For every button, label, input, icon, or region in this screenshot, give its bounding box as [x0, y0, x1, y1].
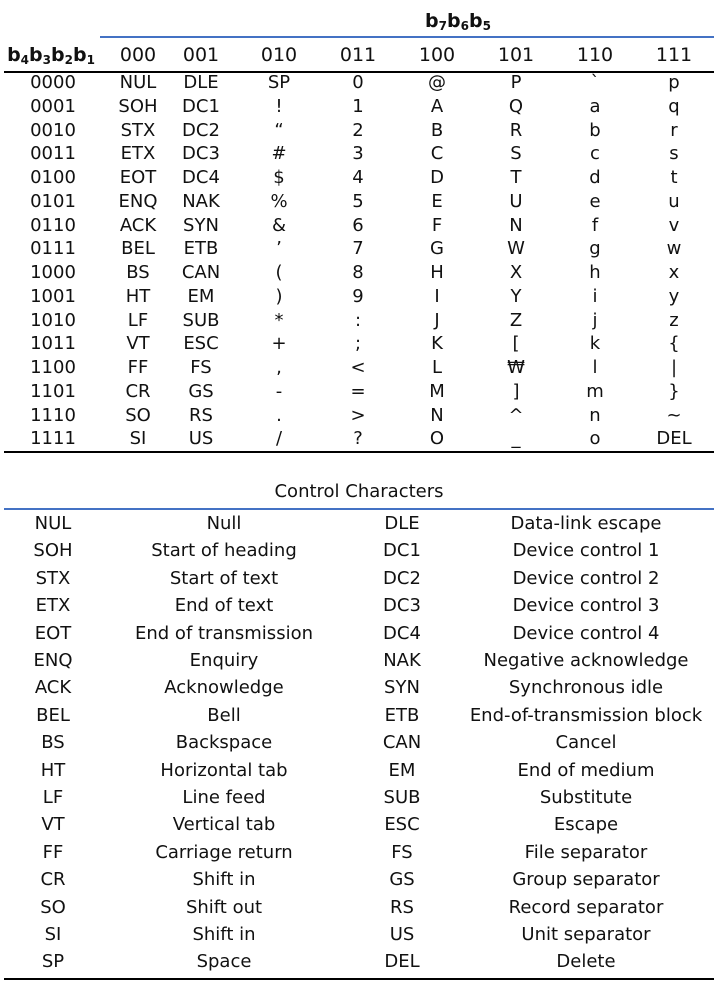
ascii-cell: $	[273, 167, 285, 188]
ascii-cell: &	[271, 214, 287, 236]
ascii-cell: NUL	[119, 72, 157, 93]
control-code: US	[389, 924, 415, 945]
ascii-cell: F	[431, 214, 443, 236]
row-code-1000: 1000	[30, 262, 76, 283]
control-meaning: Null	[206, 513, 242, 534]
row-code-0001: 0001	[30, 95, 76, 117]
column-header-001: 001	[182, 44, 220, 66]
ascii-cell: EOT	[119, 167, 157, 188]
control-code: ENQ	[33, 650, 73, 671]
ascii-cell: !	[275, 95, 283, 117]
ascii-cell: STX	[120, 119, 156, 141]
col-bit-b5: b	[468, 10, 483, 32]
control-code: DC1	[383, 540, 421, 562]
control-code: STX	[35, 567, 71, 589]
ascii-cell: i	[592, 285, 598, 307]
control-code: NAK	[383, 650, 421, 671]
ascii-cell: 7	[352, 238, 364, 260]
control-meaning: Carriage return	[155, 841, 293, 863]
ascii-cell: :	[354, 309, 362, 331]
ascii-cell: L	[431, 357, 443, 378]
ascii-cell: X	[509, 262, 523, 283]
ascii-cell: SP	[267, 72, 291, 93]
row-code-1111: 1111	[30, 428, 76, 450]
column-header-111: 111	[655, 44, 693, 66]
row-bit-b1: b	[72, 44, 87, 66]
control-meaning: Shift in	[192, 869, 256, 891]
ascii-cell: >	[350, 404, 366, 426]
row-code-0111: 0111	[30, 238, 76, 260]
ascii-cell: d	[589, 167, 601, 188]
row-bit-b4: b	[7, 44, 21, 66]
ascii-cell: ~	[666, 404, 682, 426]
control-code: BEL	[36, 704, 70, 726]
ascii-cell: @	[428, 72, 446, 93]
row-code-0110: 0110	[30, 214, 76, 236]
control-meaning: Delete	[556, 951, 616, 973]
ascii-cell: O	[429, 428, 445, 450]
row-code-0010: 0010	[30, 119, 76, 141]
ascii-cell: DC4	[182, 167, 220, 188]
control-code: LF	[42, 787, 64, 808]
ascii-cell: 4	[352, 167, 364, 188]
control-table-bottom-rule	[4, 978, 714, 980]
ascii-cell: B	[430, 119, 444, 141]
ascii-cell: K	[431, 333, 443, 355]
ascii-cell: ETB	[183, 238, 219, 260]
ascii-cell: FF	[127, 357, 149, 378]
ascii-cell: ,	[276, 357, 282, 378]
ascii-cell: 8	[352, 262, 364, 283]
control-meaning: Backspace	[175, 732, 273, 754]
control-meaning: End of transmission	[135, 622, 313, 644]
ascii-cell: +	[271, 333, 287, 355]
control-title-accent-line	[4, 508, 714, 510]
ascii-cell: A	[430, 95, 444, 117]
ascii-cell: Q	[508, 95, 524, 117]
ascii-cell: C	[430, 143, 444, 165]
ascii-cell: e	[589, 190, 601, 212]
ascii-cell: ETX	[120, 143, 156, 165]
control-code: DC4	[383, 622, 421, 644]
ascii-cell: 0	[352, 72, 364, 93]
control-meaning: Shift in	[192, 924, 256, 945]
ascii-cell: u	[668, 190, 680, 212]
ascii-cell: EM	[187, 285, 215, 307]
control-meaning: Substitute	[539, 787, 633, 808]
ascii-cell: g	[589, 238, 601, 260]
ascii-cell: 5	[352, 190, 364, 212]
ascii-table-bottom-rule	[4, 451, 714, 453]
row-bit-sub-3: 3	[42, 53, 51, 67]
control-code: DC2	[383, 567, 421, 589]
ascii-cell: LF	[127, 309, 149, 331]
ascii-cell: 1	[352, 95, 364, 117]
ascii-cell: k	[589, 333, 601, 355]
control-code: EOT	[34, 622, 72, 644]
ascii-cell: S	[510, 143, 522, 165]
control-meaning: End of text	[174, 595, 274, 617]
control-meaning: Record separator	[508, 896, 664, 918]
row-code-1011: 1011	[30, 333, 76, 355]
ascii-cell: |	[670, 357, 678, 378]
ascii-cell: W	[507, 238, 525, 260]
ascii-cell: E	[431, 190, 443, 212]
ascii-cell: DEL	[656, 428, 692, 450]
control-meaning: End-of-transmission block	[469, 704, 703, 726]
control-code: SUB	[383, 787, 421, 808]
ascii-cell: G	[430, 238, 444, 260]
control-meaning: Line feed	[182, 787, 266, 808]
ascii-cell: l	[592, 357, 598, 378]
ascii-cell: =	[350, 380, 366, 402]
column-header-101: 101	[497, 44, 535, 66]
row-code-0011: 0011	[30, 143, 76, 165]
ascii-cell: NAK	[182, 190, 220, 212]
ascii-cell: “	[274, 119, 284, 141]
control-code: SI	[44, 924, 62, 945]
ascii-cell: 9	[352, 285, 364, 307]
ascii-cell: ACK	[119, 214, 157, 236]
control-meaning: Device control 3	[512, 595, 660, 617]
ascii-cell: D	[430, 167, 444, 188]
ascii-cell: 2	[352, 119, 364, 141]
control-meaning: Bell	[207, 704, 241, 726]
control-code: CAN	[382, 732, 422, 754]
ascii-cell: DLE	[183, 72, 219, 93]
col-bit-sub-6: 6	[460, 19, 469, 33]
control-code: SO	[40, 896, 66, 918]
control-code: ETB	[384, 704, 420, 726]
row-code-1010: 1010	[30, 309, 76, 331]
ascii-cell: BS	[126, 262, 150, 283]
ascii-cell: w	[666, 238, 682, 260]
control-meaning: Escape	[553, 814, 619, 836]
row-code-0100: 0100	[30, 167, 76, 188]
control-meaning: Synchronous idle	[508, 677, 664, 699]
control-code: NUL	[34, 513, 72, 534]
ascii-cell: SUB	[182, 309, 220, 331]
control-meaning: Data-link escape	[510, 513, 662, 534]
ascii-cell: o	[589, 428, 601, 450]
control-code: FF	[42, 841, 64, 863]
ascii-cell: r	[670, 119, 678, 141]
control-meaning: Device control 1	[512, 540, 660, 562]
control-meaning: Negative acknowledge	[483, 650, 689, 671]
control-meaning: Shift out	[185, 896, 263, 918]
ascii-cell: CR	[125, 380, 151, 402]
control-code: SYN	[384, 677, 420, 699]
ascii-cell: T	[510, 167, 522, 188]
ascii-cell: x	[668, 262, 680, 283]
ascii-cell: ₩	[507, 357, 525, 378]
control-meaning: Acknowledge	[164, 677, 284, 699]
ascii-cell: 3	[352, 143, 364, 165]
ascii-cell: #	[271, 143, 287, 165]
ascii-cell: y	[668, 285, 680, 307]
control-meaning: Start of text	[169, 567, 279, 589]
ascii-cell: ’	[276, 238, 282, 260]
ascii-cell: US	[188, 428, 214, 450]
control-meaning: Cancel	[555, 732, 617, 754]
ascii-cell: a	[589, 95, 601, 117]
control-meaning: Enquiry	[189, 650, 259, 671]
column-group-header	[300, 8, 616, 34]
row-bit-sub-1: 1	[86, 53, 95, 67]
ascii-cell: I	[434, 285, 440, 307]
control-code: BS	[41, 732, 65, 754]
control-code: ETX	[35, 595, 71, 617]
ascii-cell: N	[509, 214, 523, 236]
row-bit-b3: b	[29, 44, 43, 66]
control-meaning: File separator	[524, 841, 648, 863]
ascii-cell: <	[350, 357, 366, 378]
column-header-000: 000	[119, 44, 157, 66]
control-code: SOH	[33, 540, 73, 562]
ascii-cell: SO	[125, 404, 151, 426]
control-code: VT	[41, 814, 65, 836]
ascii-cell: z	[669, 309, 679, 331]
ascii-cell: *	[274, 309, 284, 331]
ascii-cell: {	[668, 333, 680, 355]
ascii-cell: DC3	[182, 143, 220, 165]
control-code: DLE	[384, 513, 420, 534]
ascii-cell: H	[430, 262, 444, 283]
column-header-110: 110	[576, 44, 614, 66]
control-code: ESC	[384, 814, 420, 836]
control-meaning: Group separator	[512, 869, 660, 891]
row-group-header	[6, 42, 96, 68]
control-code: CR	[40, 869, 66, 891]
row-bit-b2: b	[51, 44, 65, 66]
control-code: GS	[389, 869, 415, 891]
ascii-cell: (	[275, 262, 283, 283]
row-code-1001: 1001	[30, 285, 76, 307]
ascii-cell: FS	[190, 357, 212, 378]
ascii-cell: q	[668, 95, 680, 117]
ascii-cell: p	[668, 72, 680, 93]
control-code: FS	[391, 841, 413, 863]
ascii-cell: P	[510, 72, 522, 93]
ascii-cell: n	[589, 404, 601, 426]
column-header-100: 100	[418, 44, 456, 66]
ascii-cell: SI	[129, 428, 147, 450]
row-bit-sub-2: 2	[64, 53, 73, 67]
col-bit-sub-5: 5	[482, 19, 491, 33]
control-code: DC3	[383, 595, 421, 617]
ascii-cell: DC1	[182, 95, 220, 117]
ascii-cell: 6	[352, 214, 364, 236]
ascii-cell: M	[429, 380, 445, 402]
col-bit-sub-7: 7	[438, 19, 448, 33]
ascii-cell: ]	[512, 380, 520, 402]
control-meaning: End of medium	[517, 759, 655, 781]
col-bit-b6: b	[447, 10, 461, 32]
ascii-cell: -	[275, 380, 283, 402]
ascii-cell: ENQ	[118, 190, 158, 212]
ascii-cell: s	[669, 143, 679, 165]
control-code: EM	[388, 759, 416, 781]
row-code-0000: 0000	[30, 72, 76, 93]
ascii-cell: t	[670, 167, 678, 188]
control-table-title: Control Characters	[274, 481, 444, 502]
ascii-cell: c	[590, 143, 600, 165]
ascii-cell: %	[270, 190, 288, 212]
control-code: RS	[390, 896, 414, 918]
ascii-cell: )	[275, 285, 283, 307]
ascii-cell: VT	[126, 333, 150, 355]
ascii-cell: _	[511, 428, 521, 450]
ascii-cell: U	[509, 190, 523, 212]
ascii-cell: ^	[508, 404, 524, 426]
control-meaning: Device control 4	[512, 622, 660, 644]
ascii-cell: m	[586, 380, 604, 402]
control-code: DEL	[384, 951, 420, 973]
ascii-cell: Y	[510, 285, 522, 307]
ascii-cell: [	[512, 333, 520, 355]
ascii-cell: ;	[354, 333, 362, 355]
ascii-cell: GS	[188, 380, 214, 402]
control-meaning: Space	[196, 951, 252, 973]
ascii-cell: Z	[509, 309, 523, 331]
control-code: SP	[41, 951, 65, 973]
ascii-cell: J	[434, 309, 440, 331]
ascii-cell: f	[591, 214, 599, 236]
ascii-cell: /	[275, 428, 283, 450]
control-code: HT	[40, 759, 66, 781]
row-code-1110: 1110	[30, 404, 76, 426]
ascii-cell: BEL	[121, 238, 155, 260]
ascii-cell: ESC	[183, 333, 219, 355]
ascii-cell: SYN	[183, 214, 219, 236]
ascii-cell: SOH	[118, 95, 158, 117]
ascii-cell: R	[509, 119, 523, 141]
control-meaning: Unit separator	[521, 924, 651, 945]
row-code-0101: 0101	[30, 190, 76, 212]
column-header-010: 010	[260, 44, 298, 66]
row-code-1101: 1101	[30, 380, 76, 402]
ascii-cell: RS	[189, 404, 213, 426]
row-code-1100: 1100	[30, 357, 76, 378]
ascii-cell: }	[668, 380, 680, 402]
control-meaning: Vertical tab	[172, 814, 276, 836]
ascii-cell: CAN	[181, 262, 221, 283]
control-meaning: Start of heading	[151, 540, 297, 562]
row-bit-sub-4: 4	[20, 53, 30, 67]
ascii-cell: HT	[125, 285, 151, 307]
ascii-cell: h	[589, 262, 601, 283]
control-meaning: Horizontal tab	[160, 759, 288, 781]
ascii-cell: N	[430, 404, 444, 426]
ascii-cell: v	[668, 214, 680, 236]
ascii-cell: `	[590, 72, 600, 93]
control-meaning: Device control 2	[512, 567, 660, 589]
header-accent-line	[100, 36, 714, 38]
ascii-cell: DC2	[182, 119, 220, 141]
ascii-cell: .	[276, 404, 282, 426]
control-code: ACK	[34, 677, 72, 699]
column-header-011: 011	[339, 44, 377, 66]
ascii-cell: ?	[353, 428, 363, 450]
ascii-cell: j	[592, 309, 598, 331]
col-bit-b7: b	[425, 10, 439, 32]
ascii-cell: b	[589, 119, 601, 141]
